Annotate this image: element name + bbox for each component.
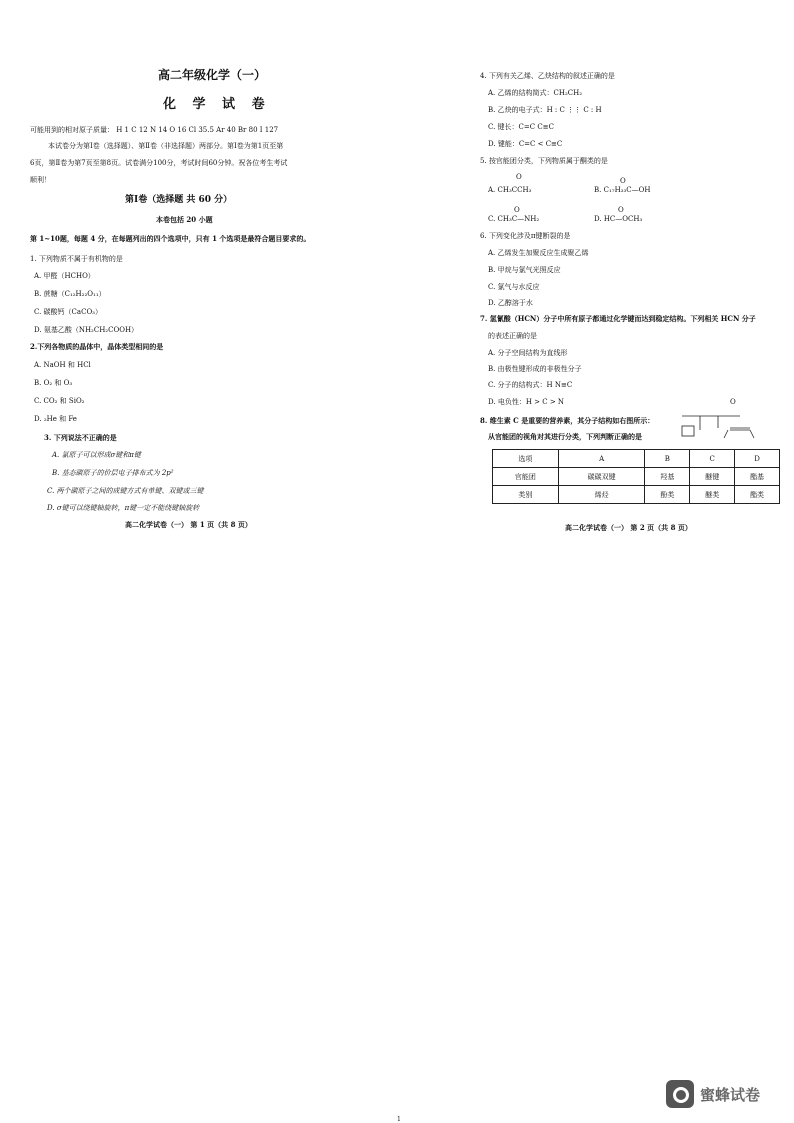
question-8-options-table <box>492 449 780 504</box>
intro-line-3: 顺利！ <box>30 176 51 184</box>
table-cell: 醚键 <box>690 468 735 486</box>
q3-option-a: A. 氯原子可以形成σ键和π键 <box>52 451 141 459</box>
q3-option-c: C. 两个碳原子之间的成键方式有单键、双键或三键 <box>47 487 204 495</box>
q2-option-a: A. NaOH 和 HCl <box>34 361 91 369</box>
question-8: 8. 维生素 C 是重要的营养素，其分子结构如右图所示： <box>480 416 655 425</box>
q2-option-d: D. ₂He 和 Fe <box>34 415 77 423</box>
watermark-text: 蜜蜂试卷 <box>700 1086 761 1104</box>
table-row <box>493 486 780 504</box>
intro-line-2: 6页，第Ⅱ卷为第7页至第8页。试卷满分100分，考试时间60分钟。祝各位考生考试 <box>30 159 288 167</box>
table-cell: C <box>690 450 735 468</box>
q6-option-d: D. 乙醇溶于水 <box>488 299 533 307</box>
q5-d-oxygen: O <box>618 206 624 214</box>
table-cell: 羟基 <box>645 468 690 486</box>
q1-option-a: A. 甲醛（HCHO） <box>34 272 95 280</box>
q7-option-c: C. 分子的结构式：H N≡C <box>488 381 573 389</box>
table-cell: 酯类 <box>735 486 780 504</box>
atomic-masses: 可能用到的相对原子质量： H 1 C 12 N 14 O 16 Cl 35.5 Ar 40 Br 80 I 127 <box>30 126 279 134</box>
table-cell: 选项 <box>493 450 559 468</box>
table-cell: 碳碳双键 <box>558 468 645 486</box>
table-cell: B <box>645 450 690 468</box>
q5-option-d: D. HC—OCH₃ <box>594 215 643 223</box>
table-row <box>493 468 780 486</box>
q4-option-b: B. 乙炔的电子式：H : C ⋮⋮ C : H <box>488 106 602 114</box>
page-mark: 1 <box>397 1116 401 1123</box>
table-cell: D <box>735 450 780 468</box>
q4-option-c: C. 键长：C=C C≡C <box>488 123 554 131</box>
question-7: 7. 氢氰酸（HCN）分子中所有原子都通过化学键而达到稳定结构。下列相关 HCN 分子 <box>480 314 756 323</box>
question-7-continued: 的表述正确的是 <box>488 332 537 340</box>
table-cell: 类别 <box>493 486 559 504</box>
section-subheading: 本卷包括 20 小题 <box>156 215 213 224</box>
table-cell: 酚类 <box>645 486 690 504</box>
question-8-continued: 从官能团的视角对其进行分类，下列判断正确的是 <box>488 432 642 441</box>
q7-option-d: D. 电负性：H > C > N <box>488 398 565 406</box>
table-cell: 酯基 <box>735 468 780 486</box>
question-6: 6. 下列变化涉及π键断裂的是 <box>480 232 571 240</box>
question-2: 2.下列各物质的晶体中，晶体类型相同的是 <box>30 342 164 351</box>
stray-oxygen-label: O <box>730 398 736 406</box>
table-cell: 烯烃 <box>558 486 645 504</box>
q7-option-b: B. 由极性键形成的非极性分子 <box>488 365 582 373</box>
question-5: 5. 按官能团分类，下列物质属于酮类的是 <box>480 157 608 165</box>
q3-option-b: B. 基态碳原子的价层电子排布式为 2p² <box>52 469 174 477</box>
q7-option-a: A. 分子空间结构为直线形 <box>488 349 568 357</box>
q5-a-oxygen: O <box>516 173 522 181</box>
table-cell: 醚类 <box>690 486 735 504</box>
watermark-logo-icon <box>666 1080 694 1108</box>
page-1-footer: 高二化学试卷（一） 第 1 页（共 8 页） <box>125 520 252 529</box>
q2-option-c: C. CO₂ 和 SiO₂ <box>34 397 85 405</box>
table-cell: 官能团 <box>493 468 559 486</box>
q5-c-oxygen: O <box>514 206 520 214</box>
q5-b-oxygen: O <box>620 177 626 185</box>
instructions: 第 1~10题，每题 4 分，在每题列出的四个选项中，只有 1 个选项是最符合题目要求的。 <box>30 234 311 243</box>
q1-option-c: C. 碳酸钙（CaCO₃） <box>34 308 102 316</box>
q1-option-b: B. 蔗糖（C₁₂H₂₂O₁₁） <box>34 290 106 298</box>
question-4: 4. 下列有关乙烯、乙炔结构的叙述正确的是 <box>480 72 615 80</box>
q6-option-b: B. 甲烷与氯气光照反应 <box>488 266 561 274</box>
q1-option-d: D. 氨基乙酸（NH₂CH₂COOH） <box>34 326 139 334</box>
table-row <box>493 450 780 468</box>
q5-option-c: C. CH₃C—NH₂ <box>488 215 540 223</box>
intro-line-1: 本试卷分为第Ⅰ卷（选择题）、第Ⅱ卷（非选择题）两部分。第Ⅰ卷为第1页至第 <box>48 142 284 150</box>
vitamin-c-structure-diagram <box>680 410 760 444</box>
q6-option-a: A. 乙烯发生加聚反应生成聚乙烯 <box>488 249 589 257</box>
q5-option-b: B. C₁₇H₃₃C—OH <box>594 186 651 194</box>
section-heading: 第Ⅰ卷（选择题 共 60 分） <box>125 195 233 205</box>
page-2-footer: 高二化学试卷（一） 第 2 页（共 8 页） <box>565 523 692 532</box>
exam-subtitle: 化 学 试 卷 <box>163 97 271 112</box>
question-3: 3. 下列说法不正确的是 <box>44 433 117 442</box>
q5-option-a: A. CH₃CCH₃ <box>488 186 532 194</box>
q3-option-d: D. σ键可以绕键轴旋转，π键一定不能绕键轴旋转 <box>47 504 200 512</box>
exam-title: 高二年级化学（一） <box>158 68 267 82</box>
question-1: 1. 下列物质不属于有机物的是 <box>30 255 123 263</box>
table-cell: A <box>558 450 645 468</box>
q2-option-b: B. O₂ 和 O₃ <box>34 379 73 387</box>
q6-option-c: C. 氯气与水反应 <box>488 283 540 291</box>
q4-option-a: A. 乙烯的结构简式：CH₂CH₂ <box>488 89 583 97</box>
q4-option-d: D. 键能：C=C < C≡C <box>488 140 563 148</box>
